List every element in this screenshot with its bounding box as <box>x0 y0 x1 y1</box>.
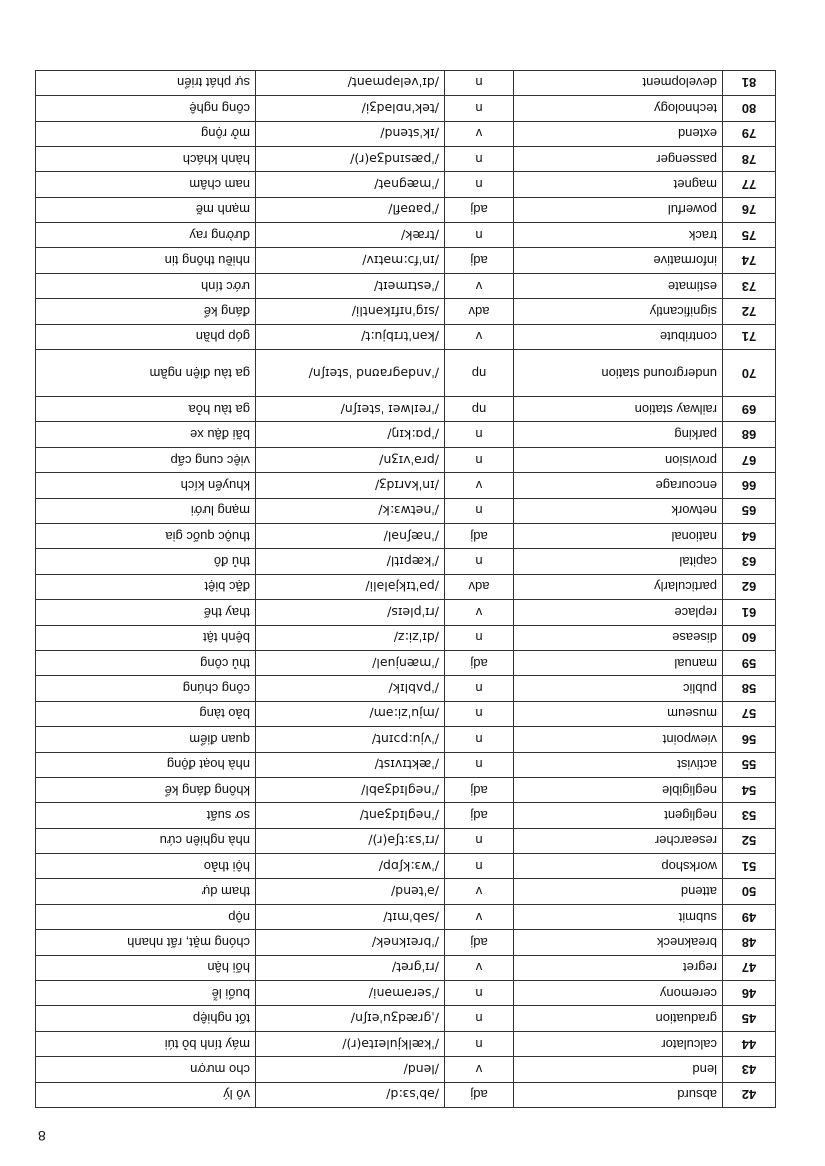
table-row <box>36 549 776 574</box>
table-row <box>36 904 776 929</box>
table-row <box>36 828 776 853</box>
part-of-speech-cell: adj <box>445 1082 514 1107</box>
pronunciation-cell: /səbˈmɪt/ <box>256 904 445 929</box>
part-of-speech-cell: adv <box>445 299 514 324</box>
row-number: 54 <box>723 777 776 802</box>
table-row <box>36 248 776 273</box>
word-cell: manual <box>514 650 723 675</box>
meaning-cell: nam châm <box>36 172 256 197</box>
word-cell: track <box>514 223 723 248</box>
row-number: 58 <box>723 676 776 701</box>
pronunciation-cell: /əbˈsɜːd/ <box>256 1082 445 1107</box>
part-of-speech-cell: adj <box>445 248 514 273</box>
meaning-cell: bệnh tật <box>36 625 256 650</box>
pronunciation-cell: /rɪˈpleɪs/ <box>256 600 445 625</box>
part-of-speech-cell: n <box>445 96 514 121</box>
row-number: 56 <box>723 727 776 752</box>
row-number: 43 <box>723 1057 776 1082</box>
pronunciation-cell: /ˈkæpɪtl/ <box>256 549 445 574</box>
word-cell: researcher <box>514 828 723 853</box>
meaning-cell: nộp <box>36 904 256 929</box>
pronunciation-cell: /prəˈvɪʒn/ <box>256 447 445 472</box>
meaning-cell: mạnh mẽ <box>36 197 256 222</box>
table-row <box>36 197 776 222</box>
word-cell: museum <box>514 701 723 726</box>
part-of-speech-cell: v <box>445 955 514 980</box>
part-of-speech-cell: v <box>445 879 514 904</box>
part-of-speech-cell: n <box>445 70 514 95</box>
row-number: 63 <box>723 549 776 574</box>
pronunciation-cell: /lend/ <box>256 1057 445 1082</box>
row-number: 74 <box>723 248 776 273</box>
table-row <box>36 600 776 625</box>
row-number: 76 <box>723 197 776 222</box>
row-number: 69 <box>723 397 776 422</box>
word-cell: estimate <box>514 273 723 298</box>
word-cell: contribute <box>514 324 723 349</box>
table-row <box>36 1006 776 1031</box>
word-cell: attend <box>514 879 723 904</box>
table-row <box>36 172 776 197</box>
meaning-cell: ga tàu hỏa <box>36 397 256 422</box>
table-row <box>36 752 776 777</box>
pronunciation-cell: /ˈpæsɪndʒə(r)/ <box>256 146 445 171</box>
word-cell: railway station <box>514 397 723 422</box>
pronunciation-cell: /ˈreɪlweɪ ˈsteɪʃn/ <box>256 397 445 422</box>
part-of-speech-cell: n <box>445 1031 514 1056</box>
word-cell: network <box>514 498 723 523</box>
row-number: 50 <box>723 879 776 904</box>
table-row <box>36 447 776 472</box>
row-number: 55 <box>723 752 776 777</box>
word-cell: workshop <box>514 854 723 879</box>
table-row <box>36 879 776 904</box>
pronunciation-cell: /tekˈnɒlədʒi/ <box>256 96 445 121</box>
word-cell: significantly <box>514 299 723 324</box>
pronunciation-cell: /mjuˈziːəm/ <box>256 701 445 726</box>
part-of-speech-cell: n <box>445 549 514 574</box>
meaning-cell: thủ công <box>36 650 256 675</box>
part-of-speech-cell: adj <box>445 197 514 222</box>
word-cell: submit <box>514 904 723 929</box>
meaning-cell: góp phần <box>36 324 256 349</box>
table-row <box>36 727 776 752</box>
row-number: 45 <box>723 1006 776 1031</box>
row-number: 42 <box>723 1082 776 1107</box>
table-row <box>36 777 776 802</box>
word-cell: negligible <box>514 777 723 802</box>
meaning-cell: sự phát triển <box>36 70 256 95</box>
pronunciation-cell: /pəˈtɪkjələli/ <box>256 574 445 599</box>
part-of-speech-cell: v <box>445 904 514 929</box>
part-of-speech-cell: np <box>445 350 514 397</box>
part-of-speech-cell: v <box>445 273 514 298</box>
row-number: 78 <box>723 146 776 171</box>
part-of-speech-cell: v <box>445 121 514 146</box>
meaning-cell: khuyến kích <box>36 473 256 498</box>
part-of-speech-cell: n <box>445 752 514 777</box>
word-cell: national <box>514 524 723 549</box>
pronunciation-cell: /ˈpʌblɪk/ <box>256 676 445 701</box>
part-of-speech-cell: adj <box>445 524 514 549</box>
meaning-cell: ga tàu điện ngầm <box>36 350 256 397</box>
pronunciation-cell: /sɪɡˈnɪfɪkəntli/ <box>256 299 445 324</box>
part-of-speech-cell: n <box>445 1006 514 1031</box>
meaning-cell: đáng kể <box>36 299 256 324</box>
pronunciation-cell: /ˈpaʊəfl/ <box>256 197 445 222</box>
table-row <box>36 350 776 397</box>
pronunciation-cell: /ˈʌndəɡraʊnd ˈsteɪʃn/ <box>256 350 445 397</box>
word-cell: parking <box>514 422 723 447</box>
row-number: 47 <box>723 955 776 980</box>
pronunciation-cell: /ˈnæʃnəl/ <box>256 524 445 549</box>
table-row <box>36 324 776 349</box>
word-cell: regret <box>514 955 723 980</box>
word-cell: technology <box>514 96 723 121</box>
part-of-speech-cell: v <box>445 473 514 498</box>
part-of-speech-cell: adj <box>445 777 514 802</box>
meaning-cell: thuộc quốc gia <box>36 524 256 549</box>
meaning-cell: quan điểm <box>36 727 256 752</box>
row-number: 67 <box>723 447 776 472</box>
pronunciation-cell: /ˈneɡlɪdʒəbl/ <box>256 777 445 802</box>
part-of-speech-cell: n <box>445 498 514 523</box>
meaning-cell: việc cung cấp <box>36 447 256 472</box>
row-number: 49 <box>723 904 776 929</box>
part-of-speech-cell: np <box>445 397 514 422</box>
row-number: 66 <box>723 473 776 498</box>
pronunciation-cell: /ɪkˈstend/ <box>256 121 445 146</box>
word-cell: magnet <box>514 172 723 197</box>
table-row <box>36 70 776 95</box>
part-of-speech-cell: v <box>445 600 514 625</box>
pronunciation-cell: /ˈestɪmeɪt/ <box>256 273 445 298</box>
meaning-cell: tốt nghiệp <box>36 1006 256 1031</box>
part-of-speech-cell: n <box>445 981 514 1006</box>
table-row <box>36 273 776 298</box>
pronunciation-cell: /ˈneɡlɪdʒənt/ <box>256 803 445 828</box>
table-row <box>36 422 776 447</box>
meaning-cell: vô lý <box>36 1082 256 1107</box>
part-of-speech-cell: adv <box>445 574 514 599</box>
meaning-cell: hối hận <box>36 955 256 980</box>
meaning-cell: công chúng <box>36 676 256 701</box>
meaning-cell: nhà hoạt động <box>36 752 256 777</box>
part-of-speech-cell: n <box>445 828 514 853</box>
word-cell: ceremony <box>514 981 723 1006</box>
meaning-cell: hành khách <box>36 146 256 171</box>
word-cell: underground station <box>514 350 723 397</box>
row-number: 60 <box>723 625 776 650</box>
meaning-cell: máy tính bỏ túi <box>36 1031 256 1056</box>
row-number: 80 <box>723 96 776 121</box>
pronunciation-cell: /ˈæktɪvɪst/ <box>256 752 445 777</box>
word-cell: activist <box>514 752 723 777</box>
part-of-speech-cell: adj <box>445 803 514 828</box>
pronunciation-cell: /ɪnˈfɔːmətɪv/ <box>256 248 445 273</box>
meaning-cell: thay thế <box>36 600 256 625</box>
table-row <box>36 96 776 121</box>
pronunciation-cell: /rɪˈsɜːtʃə(r)/ <box>256 828 445 853</box>
word-cell: public <box>514 676 723 701</box>
table-row <box>36 981 776 1006</box>
pronunciation-cell: /ˈkælkjuleɪtə(r)/ <box>256 1031 445 1056</box>
part-of-speech-cell: n <box>445 172 514 197</box>
word-cell: lend <box>514 1057 723 1082</box>
row-number: 73 <box>723 273 776 298</box>
vocabulary-table <box>35 70 776 1108</box>
table-row <box>36 498 776 523</box>
pronunciation-cell: /ˈmæɡnət/ <box>256 172 445 197</box>
table-row <box>36 854 776 879</box>
meaning-cell: đường ray <box>36 223 256 248</box>
meaning-cell: bãi đậu xe <box>36 422 256 447</box>
table-row <box>36 524 776 549</box>
table-row <box>36 146 776 171</box>
pronunciation-cell: /ɪnˈkʌrɪdʒ/ <box>256 473 445 498</box>
pronunciation-cell: /rɪˈɡret/ <box>256 955 445 980</box>
meaning-cell: không đáng kể <box>36 777 256 802</box>
row-number: 44 <box>723 1031 776 1056</box>
table-row <box>36 223 776 248</box>
pronunciation-cell: /ˈserəməni/ <box>256 981 445 1006</box>
meaning-cell: hội thảo <box>36 854 256 879</box>
part-of-speech-cell: v <box>445 1057 514 1082</box>
table-row <box>36 574 776 599</box>
meaning-cell: bảo tàng <box>36 701 256 726</box>
meaning-cell: mạng lưới <box>36 498 256 523</box>
word-cell: calculator <box>514 1031 723 1056</box>
table-row <box>36 676 776 701</box>
row-number: 48 <box>723 930 776 955</box>
row-number: 71 <box>723 324 776 349</box>
part-of-speech-cell: n <box>445 854 514 879</box>
word-cell: capital <box>514 549 723 574</box>
word-cell: negligent <box>514 803 723 828</box>
word-cell: powerful <box>514 197 723 222</box>
part-of-speech-cell: n <box>445 701 514 726</box>
meaning-cell: sơ suất <box>36 803 256 828</box>
part-of-speech-cell: n <box>445 447 514 472</box>
pronunciation-cell: /dɪˈveləpmənt/ <box>256 70 445 95</box>
meaning-cell: tham dự <box>36 879 256 904</box>
meaning-cell: ước tính <box>36 273 256 298</box>
part-of-speech-cell: v <box>445 324 514 349</box>
row-number: 53 <box>723 803 776 828</box>
part-of-speech-cell: n <box>445 625 514 650</box>
row-number: 57 <box>723 701 776 726</box>
row-number: 61 <box>723 600 776 625</box>
table-row <box>36 1031 776 1056</box>
row-number: 51 <box>723 854 776 879</box>
word-cell: development <box>514 70 723 95</box>
row-number: 46 <box>723 981 776 1006</box>
table-row <box>36 1057 776 1082</box>
row-number: 81 <box>723 70 776 95</box>
part-of-speech-cell: n <box>445 223 514 248</box>
pronunciation-cell: /ˈnetwɜːk/ <box>256 498 445 523</box>
pronunciation-cell: /ˈmænjuəl/ <box>256 650 445 675</box>
vocabulary-table-body <box>36 70 776 1107</box>
meaning-cell: buổi lễ <box>36 981 256 1006</box>
word-cell: viewpoint <box>514 727 723 752</box>
pronunciation-cell: /ˈvjuːpɔɪnt/ <box>256 727 445 752</box>
word-cell: breakneck <box>514 930 723 955</box>
part-of-speech-cell: adj <box>445 930 514 955</box>
table-row <box>36 397 776 422</box>
meaning-cell: đặc biệt <box>36 574 256 599</box>
table-row <box>36 650 776 675</box>
row-number: 52 <box>723 828 776 853</box>
row-number: 59 <box>723 650 776 675</box>
meaning-cell: nhà nghiên cứu <box>36 828 256 853</box>
part-of-speech-cell: n <box>445 727 514 752</box>
word-cell: absurd <box>514 1082 723 1107</box>
row-number: 79 <box>723 121 776 146</box>
meaning-cell: thủ đô <box>36 549 256 574</box>
word-cell: graduation <box>514 1006 723 1031</box>
table-row <box>36 1082 776 1107</box>
meaning-cell: nhiều thông tin <box>36 248 256 273</box>
word-cell: disease <box>514 625 723 650</box>
row-number: 65 <box>723 498 776 523</box>
pronunciation-cell: /træk/ <box>256 223 445 248</box>
pronunciation-cell: /ˈwɜːkʃɒp/ <box>256 854 445 879</box>
meaning-cell: mở rộng <box>36 121 256 146</box>
part-of-speech-cell: n <box>445 676 514 701</box>
pronunciation-cell: /ˈbreɪknek/ <box>256 930 445 955</box>
word-cell: extend <box>514 121 723 146</box>
table-row <box>36 121 776 146</box>
meaning-cell: công nghệ <box>36 96 256 121</box>
row-number: 72 <box>723 299 776 324</box>
word-cell: informative <box>514 248 723 273</box>
word-cell: encourage <box>514 473 723 498</box>
table-row <box>36 701 776 726</box>
meaning-cell: chóng mặt, rất nhanh <box>36 930 256 955</box>
row-number: 70 <box>723 350 776 397</box>
pronunciation-cell: /kənˈtrɪbjuːt/ <box>256 324 445 349</box>
table-row <box>36 803 776 828</box>
row-number: 68 <box>723 422 776 447</box>
table-row <box>36 299 776 324</box>
part-of-speech-cell: n <box>445 422 514 447</box>
meaning-cell: cho mượn <box>36 1057 256 1082</box>
part-of-speech-cell: n <box>445 146 514 171</box>
word-cell: particularly <box>514 574 723 599</box>
pronunciation-cell: /ˌɡrædʒuˈeɪʃn/ <box>256 1006 445 1031</box>
word-cell: provision <box>514 447 723 472</box>
pronunciation-cell: /əˈtend/ <box>256 879 445 904</box>
page-number: 8 <box>38 1128 46 1144</box>
row-number: 62 <box>723 574 776 599</box>
word-cell: replace <box>514 600 723 625</box>
pronunciation-cell: /ˈpɑːkɪŋ/ <box>256 422 445 447</box>
row-number: 75 <box>723 223 776 248</box>
pronunciation-cell: /dɪˈziːz/ <box>256 625 445 650</box>
table-row <box>36 955 776 980</box>
row-number: 77 <box>723 172 776 197</box>
table-row <box>36 930 776 955</box>
table-row <box>36 625 776 650</box>
row-number: 64 <box>723 524 776 549</box>
part-of-speech-cell: adj <box>445 650 514 675</box>
table-row <box>36 473 776 498</box>
word-cell: passenger <box>514 146 723 171</box>
